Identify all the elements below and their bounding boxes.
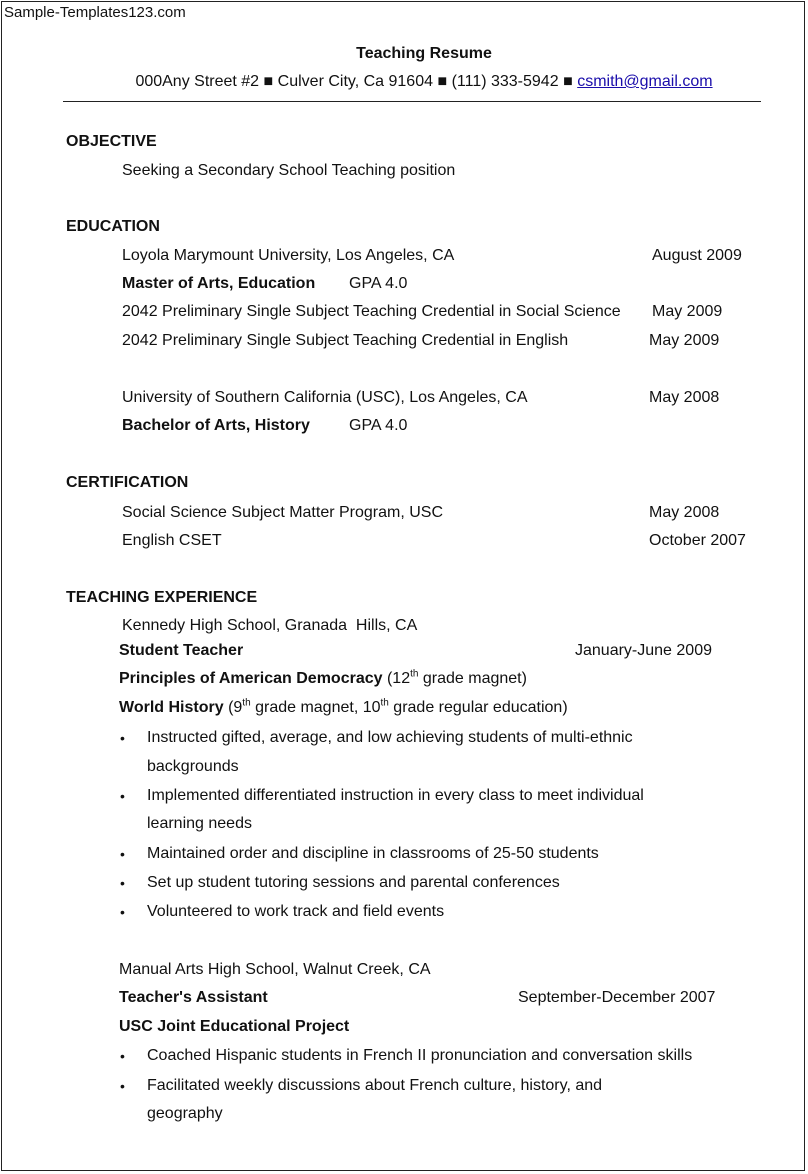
loyola-date: August 2009 (652, 247, 742, 264)
separator-icon: ■ (437, 73, 448, 90)
job1-course-1 (119, 669, 527, 689)
job2-school: Manual Arts High School, Walnut Creek, CA (119, 961, 431, 978)
bullet-icon: • (120, 875, 125, 891)
job2-project: USC Joint Educational Project (119, 1018, 350, 1035)
ordinal-suffix: th (242, 697, 251, 709)
certification-item: English CSET (122, 532, 222, 549)
address: 000Any Street #2 (135, 73, 260, 90)
loyola-gpa: GPA 4.0 (349, 275, 408, 292)
usc-gpa: GPA 4.0 (349, 417, 408, 434)
job2-bullet-2-line-1: Facilitated weekly discussions about French culture, history, and (147, 1077, 603, 1094)
city: Culver City, Ca 91604 (277, 73, 433, 90)
certification-item: Social Science Subject Matter Program, USC (122, 504, 444, 521)
job1-course-2 (119, 698, 568, 718)
loyola-credential-1-date: May 2009 (652, 303, 723, 320)
loyola-credential-1: 2042 Preliminary Single Subject Teaching Credential in Social Science (122, 303, 621, 320)
job1-bullet-5: Volunteered to work track and field events (147, 903, 445, 920)
job2-bullet-1: Coached Hispanic students in French II pronunciation and conversation skills (147, 1047, 693, 1064)
header-divider (63, 101, 761, 102)
bullet-icon: • (120, 730, 125, 746)
course-detail: (12 (386, 670, 411, 687)
bullet-icon: • (120, 1048, 125, 1064)
course-detail: (9 (228, 699, 243, 716)
bullet-icon: • (120, 904, 125, 920)
certification-date: October 2007 (649, 532, 746, 549)
ordinal-suffix: th (380, 697, 389, 709)
experience-heading: TEACHING EXPERIENCE (66, 589, 258, 606)
phone: (111) 333-5942 (451, 73, 559, 90)
job1-bullet-4: Set up student tutoring sessions and parental conferences (147, 874, 560, 891)
job2-bullet-2-line-2: geography (147, 1105, 223, 1122)
job1-date: January-June 2009 (575, 642, 712, 659)
job1-bullet-3: Maintained order and discipline in classrooms of 25-50 students (147, 845, 599, 862)
job2-role: Teacher's Assistant (119, 989, 268, 1006)
job2-date: September-December 2007 (518, 989, 716, 1006)
job1-bullet-2-line-2: learning needs (147, 815, 252, 832)
objective-heading: OBJECTIVE (66, 133, 157, 150)
ordinal-suffix: th (410, 668, 419, 680)
course-detail: grade magnet, 10 (250, 699, 381, 716)
resume-title: Teaching Resume (356, 45, 492, 62)
course-title: Principles of American Democracy (119, 670, 383, 687)
bullet-icon: • (120, 788, 125, 804)
contact-line (0, 72, 808, 92)
course-detail: grade regular education) (388, 699, 568, 716)
usc-date: May 2008 (649, 389, 720, 406)
watermark: Sample-Templates123.com (4, 4, 186, 21)
certification-heading: CERTIFICATION (66, 474, 189, 491)
loyola-school: Loyola Marymount University, Los Angeles, CA (122, 247, 455, 264)
course-detail: grade magnet) (418, 670, 527, 687)
certification-date: May 2008 (649, 504, 720, 521)
education-heading: EDUCATION (66, 218, 160, 235)
loyola-degree: Master of Arts, Education (122, 275, 316, 292)
objective-text: Seeking a Secondary School Teaching position (122, 162, 456, 179)
loyola-credential-2-date: May 2009 (649, 332, 720, 349)
usc-degree: Bachelor of Arts, History (122, 417, 310, 434)
separator-icon: ■ (563, 73, 573, 90)
loyola-credential-2: 2042 Preliminary Single Subject Teaching Credential in English (122, 332, 569, 349)
bullet-icon: • (120, 1078, 125, 1094)
bullet-icon: • (120, 846, 125, 862)
course-title: World History (119, 699, 224, 716)
job1-school: Kennedy High School, Granada Hills, CA (122, 617, 418, 634)
job1-role: Student Teacher (119, 642, 244, 659)
job1-bullet-1-line-2: backgrounds (147, 758, 239, 775)
job1-bullet-1-line-1: Instructed gifted, average, and low achieving students of multi-ethnic (147, 729, 633, 746)
job1-bullet-2-line-1: Implemented differentiated instruction in every class to meet individual (147, 787, 644, 804)
separator-icon: ■ (263, 73, 274, 90)
email-link[interactable]: csmith@gmail.com (577, 73, 713, 90)
usc-school: University of Southern California (USC), Los Angeles, CA (122, 389, 528, 406)
